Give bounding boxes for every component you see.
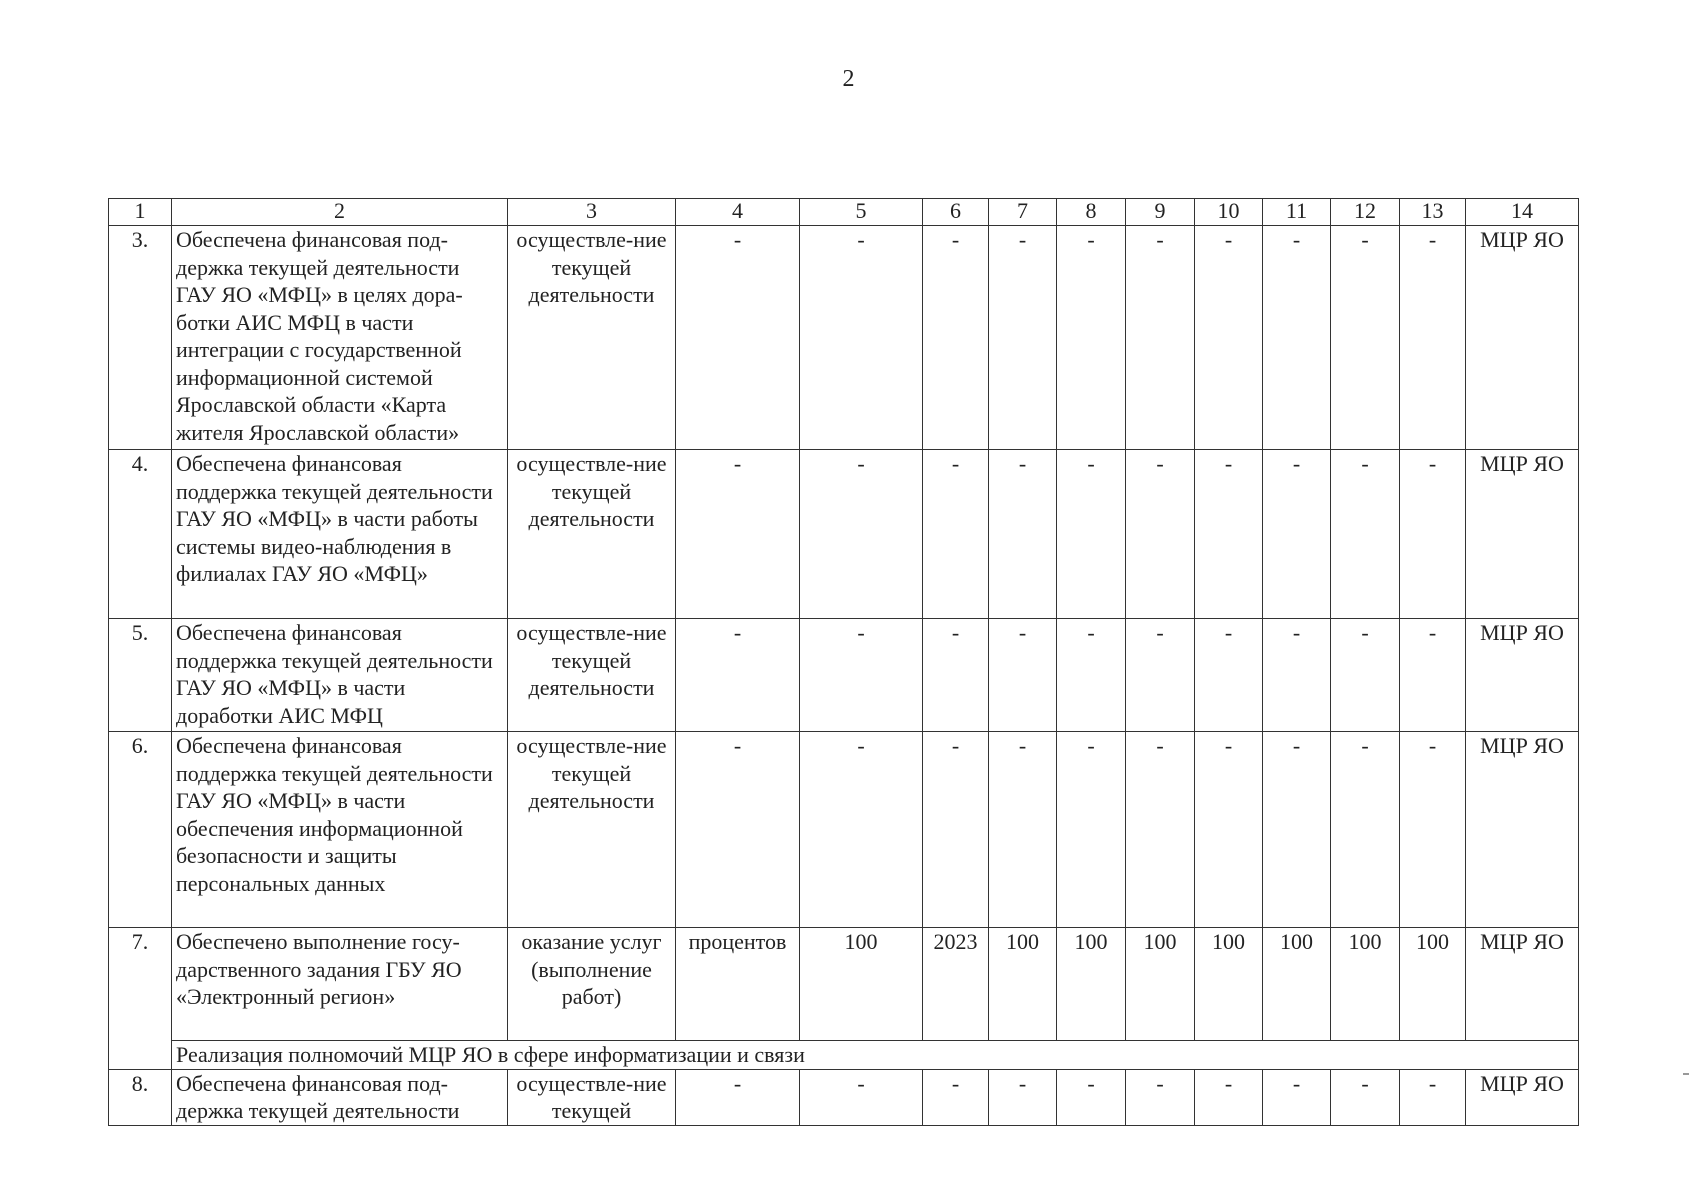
- responsible-cell: МЦР ЯО: [1466, 928, 1579, 1041]
- table-row: [109, 619, 1579, 732]
- result-type: осуществле-ние текущей: [508, 1069, 676, 1125]
- value-cell: -: [1126, 450, 1195, 619]
- unit-cell: -: [676, 1069, 800, 1125]
- table-row: [109, 1069, 1579, 1125]
- unit-cell: -: [676, 226, 800, 450]
- value-cell: -: [1263, 1069, 1331, 1125]
- column-header: 3: [508, 199, 676, 226]
- row-number: 7.: [109, 928, 172, 1070]
- result-description: Обеспечена финансовая поддержка текущей деятельности ГАУ ЯО «МФЦ» в части работы системы видео-наблюдения в филиалах ГАУ ЯО «МФЦ»: [172, 450, 508, 619]
- value-cell: -: [1057, 450, 1126, 619]
- base-value-cell: -: [800, 732, 923, 928]
- value-cell: -: [1057, 619, 1126, 732]
- base-value-cell: -: [800, 619, 923, 732]
- row-number: 8.: [109, 1069, 172, 1125]
- column-header: 14: [1466, 199, 1579, 226]
- base-year-cell: -: [923, 1069, 989, 1125]
- value-cell: -: [1195, 226, 1263, 450]
- table-row: [109, 450, 1579, 619]
- column-header: 9: [1126, 199, 1195, 226]
- section-title: Реализация полномочий МЦР ЯО в сфере информатизации и связи: [172, 1041, 1579, 1070]
- base-value-cell: -: [800, 450, 923, 619]
- value-cell: -: [1057, 226, 1126, 450]
- value-cell: -: [989, 732, 1057, 928]
- value-cell: 100: [1400, 928, 1466, 1041]
- value-cell: -: [1126, 1069, 1195, 1125]
- value-cell: -: [1195, 450, 1263, 619]
- result-type: оказание услуг (выполнение работ): [508, 928, 676, 1041]
- base-value-cell: -: [800, 226, 923, 450]
- responsible-cell: МЦР ЯО: [1466, 619, 1579, 732]
- column-header: 2: [172, 199, 508, 226]
- value-cell: -: [1195, 619, 1263, 732]
- column-header: 13: [1400, 199, 1466, 226]
- column-header: 12: [1331, 199, 1400, 226]
- value-cell: 100: [1195, 928, 1263, 1041]
- responsible-cell: МЦР ЯО: [1466, 732, 1579, 928]
- value-cell: -: [1331, 1069, 1400, 1125]
- result-type: осуществле-ние текущей деятельности: [508, 732, 676, 928]
- result-description: Обеспечена финансовая поддержка текущей деятельности ГАУ ЯО «МФЦ» в части доработки АИС МФЦ: [172, 619, 508, 732]
- base-value-cell: 100: [800, 928, 923, 1041]
- value-cell: -: [1263, 619, 1331, 732]
- responsible-cell: МЦР ЯО: [1466, 1069, 1579, 1125]
- row-number: 5.: [109, 619, 172, 732]
- value-cell: -: [1263, 450, 1331, 619]
- value-cell: 100: [1263, 928, 1331, 1041]
- value-cell: -: [1331, 732, 1400, 928]
- value-cell: -: [989, 1069, 1057, 1125]
- table-row: [109, 732, 1579, 928]
- value-cell: -: [1400, 226, 1466, 450]
- value-cell: -: [1400, 619, 1466, 732]
- result-description: Обеспечена финансовая под-держка текущей деятельности ГАУ ЯО «МФЦ» в целях дора-ботки АИС МФЦ в части интеграции с государственной информационной системой Ярославской области «Карта жителя Ярославской области»: [172, 226, 508, 450]
- value-cell: -: [1331, 619, 1400, 732]
- responsible-cell: МЦР ЯО: [1466, 450, 1579, 619]
- column-header: 7: [989, 199, 1057, 226]
- value-cell: -: [1195, 1069, 1263, 1125]
- row-number: 6.: [109, 732, 172, 928]
- results-table: [108, 198, 1579, 1126]
- column-header: 1: [109, 199, 172, 226]
- result-type: осуществле-ние текущей деятельности: [508, 450, 676, 619]
- unit-cell: -: [676, 450, 800, 619]
- column-header: 11: [1263, 199, 1331, 226]
- value-cell: -: [989, 226, 1057, 450]
- value-cell: -: [1126, 732, 1195, 928]
- unit-cell: -: [676, 732, 800, 928]
- value-cell: -: [1263, 226, 1331, 450]
- base-value-cell: -: [800, 1069, 923, 1125]
- result-description: Обеспечена финансовая под-держка текущей деятельности: [172, 1069, 508, 1125]
- base-year-cell: -: [923, 619, 989, 732]
- column-header: 6: [923, 199, 989, 226]
- value-cell: -: [1400, 732, 1466, 928]
- column-header: 10: [1195, 199, 1263, 226]
- unit-cell: -: [676, 619, 800, 732]
- value-cell: 100: [1331, 928, 1400, 1041]
- responsible-cell: МЦР ЯО: [1466, 226, 1579, 450]
- column-header: 4: [676, 199, 800, 226]
- base-year-cell: -: [923, 732, 989, 928]
- unit-cell: процентов: [676, 928, 800, 1041]
- result-type: осуществле-ние текущей деятельности: [508, 226, 676, 450]
- row-number: 3.: [109, 226, 172, 450]
- column-header: 8: [1057, 199, 1126, 226]
- base-year-cell: -: [923, 226, 989, 450]
- value-cell: -: [1126, 619, 1195, 732]
- value-cell: -: [1263, 732, 1331, 928]
- value-cell: 100: [1126, 928, 1195, 1041]
- table-row: [109, 226, 1579, 450]
- value-cell: -: [1057, 732, 1126, 928]
- result-description: Обеспечено выполнение госу-дарственного задания ГБУ ЯО «Электронный регион»: [172, 928, 508, 1041]
- value-cell: -: [1126, 226, 1195, 450]
- value-cell: -: [1400, 450, 1466, 619]
- value-cell: -: [1057, 1069, 1126, 1125]
- result-type: осуществле-ние текущей деятельности: [508, 619, 676, 732]
- value-cell: -: [1195, 732, 1263, 928]
- value-cell: -: [1400, 1069, 1466, 1125]
- value-cell: -: [1331, 450, 1400, 619]
- result-description: Обеспечена финансовая поддержка текущей деятельности ГАУ ЯО «МФЦ» в части обеспечения информационной безопасности и защиты персональных данных: [172, 732, 508, 928]
- base-year-cell: -: [923, 450, 989, 619]
- value-cell: -: [989, 450, 1057, 619]
- value-cell: 100: [989, 928, 1057, 1041]
- scan-mark: [1683, 1073, 1689, 1075]
- value-cell: -: [1331, 226, 1400, 450]
- section-row: [109, 1041, 1579, 1070]
- column-header: 5: [800, 199, 923, 226]
- row-number: 4.: [109, 450, 172, 619]
- page-number: 2: [842, 66, 855, 92]
- base-year-cell: 2023: [923, 928, 989, 1041]
- table-header-row: [109, 199, 1579, 226]
- value-cell: -: [989, 619, 1057, 732]
- table-row: [109, 928, 1579, 1041]
- value-cell: 100: [1057, 928, 1126, 1041]
